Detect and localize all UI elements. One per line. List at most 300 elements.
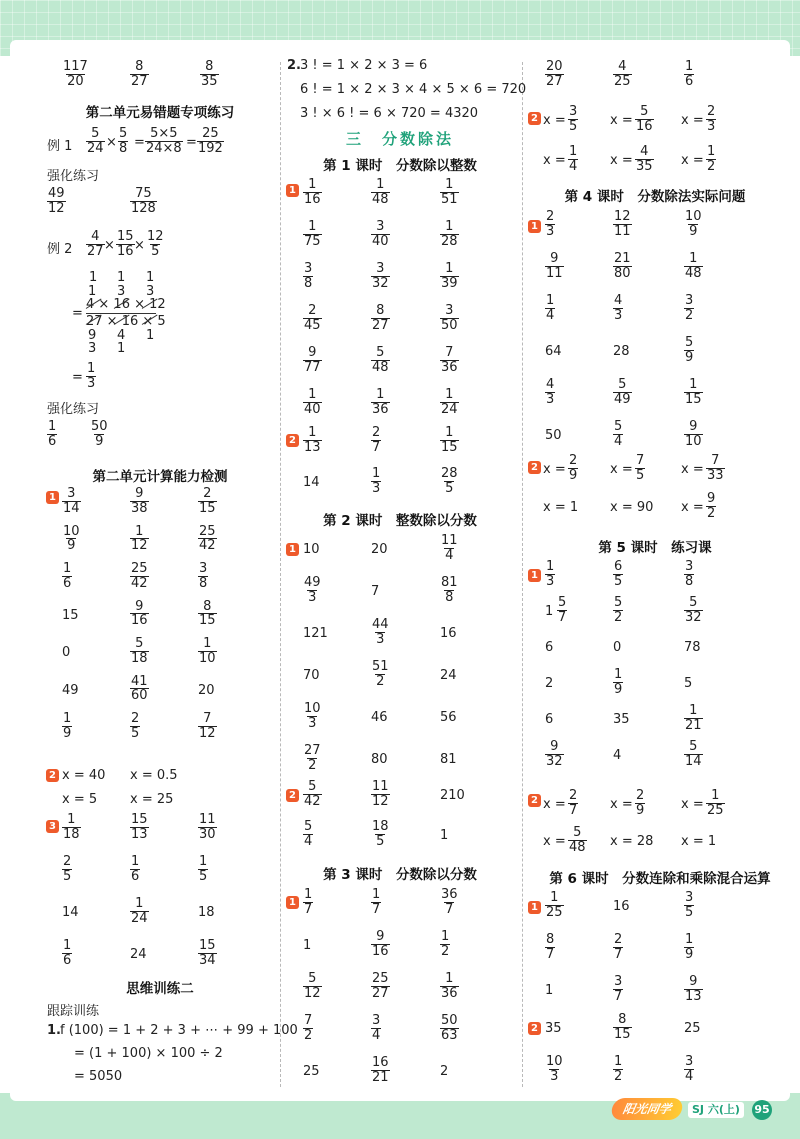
- denominator: 3: [550, 1068, 559, 1084]
- denominator: 80: [614, 265, 631, 281]
- denominator: 9: [67, 538, 76, 554]
- answer-cell: [62, 939, 72, 967]
- answer-equation: x = 1: [681, 834, 717, 849]
- numerator: 15: [131, 812, 148, 827]
- answer-cell: [62, 525, 81, 553]
- answer-cell: [130, 562, 149, 590]
- denominator: 27: [546, 73, 563, 89]
- numerator: 8: [546, 932, 555, 947]
- answer-cell: [303, 304, 322, 332]
- question-badge: 2: [46, 769, 59, 782]
- numerator: 8: [376, 303, 385, 318]
- practice-label-2: 强化练习: [47, 402, 100, 417]
- fraction: [145, 127, 183, 155]
- answer-cell: [371, 346, 390, 374]
- numerator: 2: [546, 209, 555, 224]
- numerator: 1: [711, 788, 720, 803]
- answer-cell: 25: [303, 1064, 320, 1079]
- lesson-3-title: 第 3 课时 分数除以分数: [323, 867, 477, 883]
- denominator: 77: [304, 359, 321, 375]
- numerator: 5: [376, 345, 385, 360]
- q2-line: 3 ! = 1 × 2 × 3 = 6: [300, 58, 428, 73]
- denominator: 2: [376, 673, 385, 689]
- denominator: 4: [685, 1068, 694, 1084]
- answer-cell: 81: [440, 752, 457, 767]
- answer-cell: 5: [684, 676, 693, 691]
- numerator: 4: [546, 377, 555, 392]
- answer-fraction: [635, 105, 654, 133]
- denominator: 16: [636, 118, 653, 134]
- denominator: 48: [372, 359, 389, 375]
- denominator: 49: [614, 391, 631, 407]
- denominator: 3: [707, 118, 716, 134]
- denominator: 2: [685, 307, 694, 323]
- denominator: 12: [48, 200, 65, 216]
- denominator: 16: [131, 613, 148, 629]
- answer-cell: 78: [684, 640, 701, 655]
- numerator: 1: [445, 261, 454, 276]
- answer-cell: [62, 712, 72, 740]
- denominator: 12: [131, 538, 148, 554]
- answer-cell: [303, 888, 313, 916]
- answer-cell: 0: [613, 640, 622, 655]
- answer-cell: 1: [545, 983, 554, 998]
- denominator: 6: [131, 868, 140, 884]
- q2-line: 3 ! × 6 ! = 6 × 720 = 4320: [300, 106, 479, 121]
- answer-cell: [440, 262, 459, 290]
- denominator: 32: [372, 275, 389, 291]
- denominator: 48: [685, 265, 702, 281]
- q2-line: 6 ! = 1 × 2 × 3 × 4 × 5 × 6 = 720: [300, 82, 527, 97]
- numerator: 5: [573, 825, 582, 840]
- equals-sign: =: [186, 135, 197, 150]
- practice-label: 强化练习: [47, 169, 100, 184]
- numerator: 1: [689, 703, 698, 718]
- answer-cell: [440, 467, 459, 495]
- denominator: 2: [304, 1027, 313, 1043]
- lesson-5-title: 第 5 课时 练习课: [598, 540, 712, 556]
- denominator: 6: [48, 433, 57, 449]
- numerator: 15: [199, 938, 216, 953]
- denominator: 2: [308, 757, 317, 773]
- numerator: 10: [685, 209, 702, 224]
- denominator: 7: [372, 439, 381, 455]
- x-label: x =: [610, 113, 633, 128]
- numerator: 1: [63, 711, 72, 726]
- denominator: 32: [546, 753, 563, 769]
- fraction: [86, 230, 105, 258]
- answer-cell: [545, 294, 555, 322]
- denominator: 9: [685, 946, 694, 962]
- denominator: 36: [372, 401, 389, 417]
- question-badge: 3: [46, 820, 59, 833]
- denominator: 5: [376, 833, 385, 849]
- answer-cell: [130, 855, 140, 883]
- numerator: 2: [707, 104, 716, 119]
- answer-cell: [198, 813, 217, 841]
- answer-cell: 24: [440, 668, 457, 683]
- answer-fraction: [130, 187, 157, 215]
- question-badge: 1: [286, 184, 299, 197]
- denominator: 33: [707, 467, 724, 483]
- numerator: 1: [685, 932, 694, 947]
- answer-cell: [130, 712, 140, 740]
- numerator: 5: [689, 739, 698, 754]
- column-divider: [522, 62, 523, 1087]
- x-label: x =: [681, 500, 704, 515]
- answer-fraction: [635, 145, 654, 173]
- answer-cell: [440, 930, 450, 958]
- numerator: 1: [308, 219, 317, 234]
- answer-cell: [303, 576, 322, 604]
- answer-cell: 49: [62, 682, 79, 698]
- equals-sign: =: [72, 306, 83, 321]
- x-label: x =: [543, 462, 566, 477]
- question-badge: 1: [528, 220, 541, 233]
- numerator: 9: [689, 419, 698, 434]
- numerator: 7: [445, 345, 454, 360]
- answer-cell: [684, 975, 703, 1003]
- answer-cell: [62, 855, 72, 883]
- answer-cell: [613, 210, 632, 238]
- numerator: 49: [304, 575, 321, 590]
- answer-equation: x = 28: [610, 834, 654, 849]
- cancel-digit: 1: [146, 270, 155, 285]
- question-badge: 1: [528, 901, 541, 914]
- answer-cell: 35: [545, 1021, 562, 1036]
- answer-cell: [371, 304, 390, 332]
- numerator: 5: [308, 779, 317, 794]
- numerator: 50: [441, 1013, 458, 1028]
- answer-cell: 15: [62, 607, 79, 623]
- answer-cell: [440, 426, 459, 454]
- numerator: 21: [614, 251, 631, 266]
- denominator: 32: [685, 609, 702, 625]
- numerator: 1: [445, 177, 454, 192]
- numerator: 2: [131, 711, 140, 726]
- denominator: 16: [117, 243, 134, 259]
- numerator: 1: [546, 559, 555, 574]
- denominator: 3: [546, 391, 555, 407]
- numerator: 5: [91, 126, 100, 141]
- answer-cell: [371, 930, 390, 958]
- times-sign: ×: [104, 238, 115, 253]
- denominator: 35: [201, 73, 218, 89]
- heading-unit2-errors: 第二单元易错题专项练习: [85, 105, 235, 121]
- x-label: x =: [681, 113, 704, 128]
- numerator: 1: [707, 144, 716, 159]
- numerator: 1: [569, 144, 578, 159]
- numerator: 117: [63, 59, 88, 74]
- denominator: 40: [304, 401, 321, 417]
- denominator: 8: [685, 573, 694, 589]
- numerator: 5: [558, 595, 567, 610]
- numerator: 51: [372, 659, 389, 674]
- denominator: 60: [131, 688, 148, 704]
- numerator: 11: [199, 812, 216, 827]
- question-badge: 2: [528, 461, 541, 474]
- numerator: 5: [614, 595, 623, 610]
- denominator: 5: [131, 725, 140, 741]
- numerator: 75: [135, 186, 152, 201]
- times-sign: ×: [106, 135, 117, 150]
- denominator: 25: [614, 73, 631, 89]
- denominator: 15: [614, 1026, 631, 1042]
- denominator: 75: [304, 233, 321, 249]
- numerator: 1: [308, 425, 317, 440]
- denominator: 11: [546, 265, 563, 281]
- numerator: 20: [546, 59, 563, 74]
- numerator: 7: [636, 453, 645, 468]
- answer-fraction: [200, 60, 219, 88]
- grade-label: SJ 六(上): [688, 1102, 744, 1118]
- example-1-label: 例 1: [47, 139, 73, 154]
- denominator: 5: [685, 904, 694, 920]
- denominator: 2: [707, 505, 716, 521]
- answer-cell: 46: [371, 710, 388, 725]
- denominator: 13: [685, 988, 702, 1004]
- denominator: 15: [199, 500, 216, 516]
- denominator: 9: [689, 223, 698, 239]
- x-label: x =: [610, 153, 633, 168]
- answer-cell: [371, 1056, 390, 1084]
- answer-cell: 18: [198, 905, 215, 920]
- numerator: 3: [614, 974, 623, 989]
- numerator: 25: [372, 971, 389, 986]
- q1-line: f (100) = 1 + 2 + 3 + ⋯ + 99 + 100: [60, 1023, 298, 1038]
- answer-cell: [545, 252, 564, 280]
- denominator: 39: [441, 275, 458, 291]
- numerator: 1: [445, 971, 454, 986]
- answer-fraction: [568, 454, 578, 482]
- numerator: 5: [640, 104, 649, 119]
- numerator: 5: [689, 595, 698, 610]
- answer-cell: [371, 780, 390, 808]
- numerator: 9: [135, 486, 144, 501]
- numerator: 9: [308, 345, 317, 360]
- question-badge: 2: [528, 112, 541, 125]
- answer-cell: [613, 252, 632, 280]
- answer-cell: [613, 1013, 632, 1041]
- answer-cell: [130, 525, 149, 553]
- denominator: 2: [614, 1068, 623, 1084]
- x-label: x =: [610, 462, 633, 477]
- denominator: 4: [569, 158, 578, 174]
- answer-cell: 6: [545, 712, 554, 727]
- denominator: 6: [685, 73, 694, 89]
- answer-cell: 50: [545, 428, 562, 443]
- numerator: 3: [685, 559, 694, 574]
- answer-cell: [545, 378, 555, 406]
- answer-cell: [198, 939, 217, 967]
- answer-cell: 210: [440, 788, 465, 803]
- answer-cell: [440, 534, 459, 562]
- answer-cell: 56: [440, 710, 457, 725]
- answer-equation: x = 25: [130, 792, 174, 807]
- numerator: 1: [131, 854, 140, 869]
- denominator: 45: [304, 317, 321, 333]
- denominator: 25: [546, 904, 563, 920]
- numerator: 8: [618, 1012, 627, 1027]
- numerator: 25: [131, 561, 148, 576]
- numerator: 4: [91, 229, 100, 244]
- x-label: x =: [610, 797, 633, 812]
- answer-cell: [684, 933, 694, 961]
- answer-cell: [684, 1055, 694, 1083]
- denominator: 12: [372, 793, 389, 809]
- answer-fraction: [568, 145, 578, 173]
- numerator: 3: [685, 1054, 694, 1069]
- denominator: 24: [441, 401, 458, 417]
- x-label: x =: [543, 834, 566, 849]
- denominator: 40: [372, 233, 389, 249]
- numerator: 1: [445, 387, 454, 402]
- denominator: 28: [441, 233, 458, 249]
- answer-equation: x = 5: [62, 792, 98, 807]
- page-number: 95: [752, 1100, 772, 1120]
- denominator: 48: [569, 839, 586, 855]
- cancel-numerator: 4 × 16 × 12: [86, 297, 166, 312]
- question-badge: 1: [528, 569, 541, 582]
- answer-fraction: [568, 826, 587, 854]
- numerator: 3: [304, 261, 313, 276]
- numerator: 1: [203, 636, 212, 651]
- numerator: 15: [117, 229, 134, 244]
- answer-fraction: [706, 105, 716, 133]
- denominator: 3: [308, 589, 317, 605]
- cancel-digit: 1: [117, 270, 126, 285]
- denominator: 34: [199, 952, 216, 968]
- x-label: x =: [681, 153, 704, 168]
- denominator: 7: [372, 901, 381, 917]
- denominator: 10: [199, 650, 216, 666]
- numerator: 1: [372, 887, 381, 902]
- numerator: 41: [131, 673, 148, 689]
- answer-cell: [303, 780, 322, 808]
- answer-cell: [440, 304, 459, 332]
- answer-cell: [371, 1014, 381, 1042]
- lesson-2-title: 第 2 课时 整数除以分数: [323, 513, 477, 529]
- answer-cell: [198, 562, 208, 590]
- answer-fraction: [706, 789, 725, 817]
- answer-cell: [371, 388, 390, 416]
- answer-cell: [371, 972, 390, 1000]
- numerator: 3: [569, 104, 578, 119]
- answer-cell: [198, 600, 217, 628]
- denominator: 18: [131, 650, 148, 666]
- numerator: 1: [87, 361, 96, 376]
- answer-equation: x = 0.5: [130, 768, 178, 783]
- x-label: x =: [543, 113, 566, 128]
- numerator: 1: [689, 377, 698, 392]
- q1-line: = (1 + 100) × 100 ÷ 2: [74, 1046, 223, 1061]
- answer-cell: [557, 596, 567, 624]
- cancel-digit: 9: [88, 328, 97, 343]
- answer-cell: 10: [303, 542, 320, 557]
- answer-cell: [371, 660, 390, 688]
- answer-cell: [303, 820, 313, 848]
- answer-cell: [440, 178, 459, 206]
- fraction: [116, 230, 135, 258]
- numerator: 2: [569, 788, 578, 803]
- numerator: 50: [91, 419, 108, 434]
- answer-cell: [371, 618, 390, 646]
- denominator: 5: [199, 868, 208, 884]
- numerator: 8: [203, 598, 212, 614]
- answer-cell: [545, 60, 564, 88]
- answer-cell: [545, 740, 564, 768]
- answer-cell: [684, 336, 694, 364]
- denominator: 27: [87, 243, 104, 259]
- denominator: 3: [308, 715, 317, 731]
- answer-cell: [613, 378, 632, 406]
- answer-cell: 24: [130, 947, 147, 962]
- numerator: 9: [550, 739, 559, 754]
- denominator: 18: [63, 826, 80, 842]
- track-training-label: 跟踪训练: [47, 1004, 100, 1019]
- answer-cell: 2: [545, 676, 554, 691]
- denominator: 7: [614, 946, 623, 962]
- answer-cell: [613, 560, 623, 588]
- numerator: 81: [441, 575, 458, 590]
- numerator: 2: [63, 854, 72, 869]
- answer-cell: [684, 378, 703, 406]
- denominator: 36: [441, 985, 458, 1001]
- denominator: 8: [445, 589, 454, 605]
- answer-cell: 16: [613, 899, 630, 914]
- answer-cell: 16: [440, 626, 457, 641]
- answer-cell: [62, 813, 81, 841]
- numerator: 12: [614, 209, 631, 224]
- answer-cell: [613, 1055, 623, 1083]
- answer-cell: [440, 388, 459, 416]
- numerator: 4: [618, 59, 627, 74]
- numerator: 2: [636, 788, 645, 803]
- denominator: 5: [569, 118, 578, 134]
- answer-cell: [371, 262, 390, 290]
- denominator: 3: [614, 307, 623, 323]
- numerator: 7: [203, 711, 212, 726]
- denominator: 8: [119, 140, 128, 156]
- numerator: 7: [711, 453, 720, 468]
- answer-cell: 4: [613, 748, 622, 763]
- denominator: 14: [685, 753, 702, 769]
- numerator: 5: [618, 377, 627, 392]
- x-label: x =: [543, 797, 566, 812]
- answer-cell: [613, 596, 623, 624]
- numerator: 5: [308, 971, 317, 986]
- answer-cell: [684, 891, 694, 919]
- answer-cell: 6: [545, 640, 554, 655]
- answer-cell: [440, 220, 459, 248]
- denominator: 4: [372, 1027, 381, 1043]
- answer-cell: [613, 60, 632, 88]
- answer-cell: [303, 426, 322, 454]
- denominator: 9: [569, 467, 578, 483]
- answer-cell: 7: [371, 584, 380, 599]
- answer-fraction: [47, 420, 57, 448]
- answer-cell: [371, 467, 381, 495]
- answer-cell: [130, 600, 149, 628]
- numerator: 10: [304, 701, 321, 716]
- denominator: 7: [569, 802, 578, 818]
- numerator: 25: [199, 523, 216, 539]
- question-badge: 2: [286, 434, 299, 447]
- denominator: 27: [131, 73, 148, 89]
- numerator: 9: [550, 251, 559, 266]
- denominator: 15: [441, 439, 458, 455]
- q1-line: = 5050: [74, 1069, 123, 1084]
